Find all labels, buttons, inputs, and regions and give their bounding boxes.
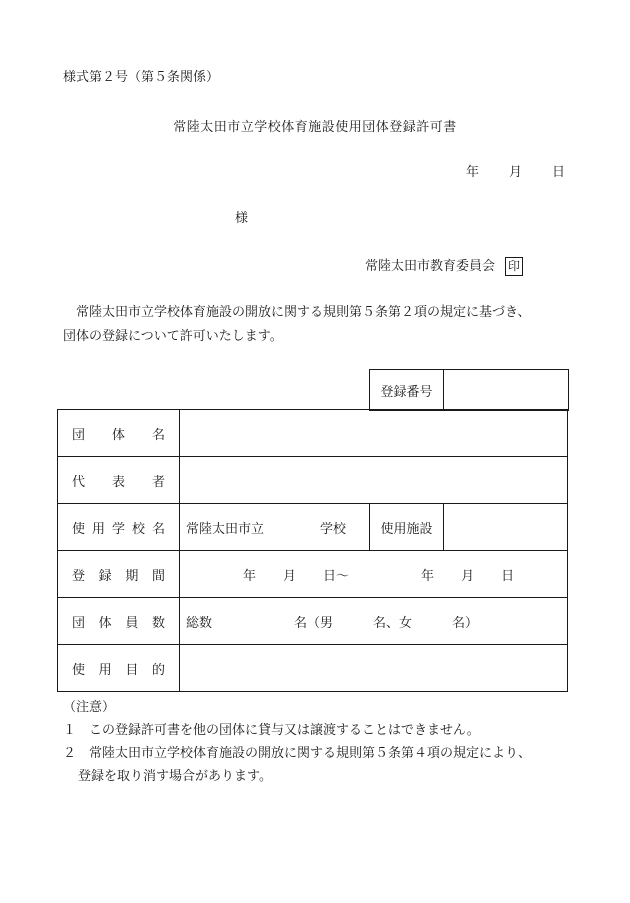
statement-line-2: 団体の登録について許可いたします。 bbox=[63, 329, 283, 344]
permission-statement bbox=[63, 301, 583, 349]
members-value bbox=[180, 598, 568, 645]
note-item-2-line-2: 登録を取り消す場合があります。 bbox=[78, 769, 272, 784]
period-to-year: 年 bbox=[421, 568, 435, 584]
reg-number-value bbox=[444, 370, 569, 411]
document-title: 常陸太田市立学校体育施設使用団体登録許可書 bbox=[173, 120, 457, 135]
members-label: 団体員数 bbox=[58, 598, 180, 645]
facility-value bbox=[444, 504, 568, 551]
period-to-month: 月 bbox=[461, 568, 475, 584]
school-label: 使用学校名 bbox=[58, 504, 180, 551]
members-total: 総数 bbox=[186, 615, 213, 631]
row-members bbox=[58, 598, 568, 645]
period-to-day: 日 bbox=[501, 568, 515, 584]
seal-stamp: 印 bbox=[505, 257, 523, 276]
registration-table bbox=[57, 409, 568, 692]
date-day: 日 bbox=[552, 165, 566, 180]
representative-label: 代 表 者 bbox=[58, 457, 180, 504]
period-value bbox=[180, 551, 568, 598]
row-period bbox=[58, 551, 568, 598]
school-suffix: 学校 bbox=[320, 521, 347, 537]
school-prefix: 常陸太田市立 bbox=[186, 521, 265, 537]
registration-number-table bbox=[369, 369, 569, 411]
facility-label: 使用施設 bbox=[370, 504, 444, 551]
row-purpose bbox=[58, 645, 568, 692]
addressee: 様 bbox=[235, 211, 249, 226]
purpose-value bbox=[180, 645, 568, 692]
group-name-value bbox=[180, 410, 568, 457]
reg-number-label: 登録番号 bbox=[370, 370, 444, 411]
school-value bbox=[180, 504, 370, 551]
date-year: 年 bbox=[466, 165, 480, 180]
period-label: 登録期間 bbox=[58, 551, 180, 598]
members-male-unit: 名、女 bbox=[373, 615, 413, 631]
notes-section bbox=[63, 696, 531, 788]
row-group-name bbox=[58, 410, 568, 457]
period-from-day: 日～ bbox=[323, 568, 350, 584]
period-from-month: 月 bbox=[283, 568, 297, 584]
date-month: 月 bbox=[509, 165, 523, 180]
group-name-label: 団 体 名 bbox=[58, 410, 180, 457]
note-item-2-line-1: ２ 常陸太田市立学校体育施設の開放に関する規則第５条第４項の規定により、 bbox=[63, 746, 532, 761]
row-school bbox=[58, 504, 568, 551]
period-from-year: 年 bbox=[243, 568, 257, 584]
members-female-unit: 名） bbox=[452, 615, 479, 631]
purpose-label: 使用目的 bbox=[58, 645, 180, 692]
row-representative bbox=[58, 457, 568, 504]
note-item-1: １ この登録許可書を他の団体に貸与又は譲渡することはできません。 bbox=[63, 723, 480, 738]
representative-value bbox=[180, 457, 568, 504]
statement-line-1: 常陸太田市立学校体育施設の開放に関する規則第５条第２項の規定に基づき、 bbox=[76, 305, 531, 320]
issuer-name: 常陸太田市教育委員会 bbox=[365, 259, 496, 274]
issue-date bbox=[466, 161, 565, 180]
notes-heading: （注意） bbox=[63, 700, 116, 715]
members-count-unit: 名（男 bbox=[294, 615, 334, 631]
issuer bbox=[365, 255, 523, 276]
form-number: 様式第２号（第５条関係） bbox=[63, 70, 220, 85]
